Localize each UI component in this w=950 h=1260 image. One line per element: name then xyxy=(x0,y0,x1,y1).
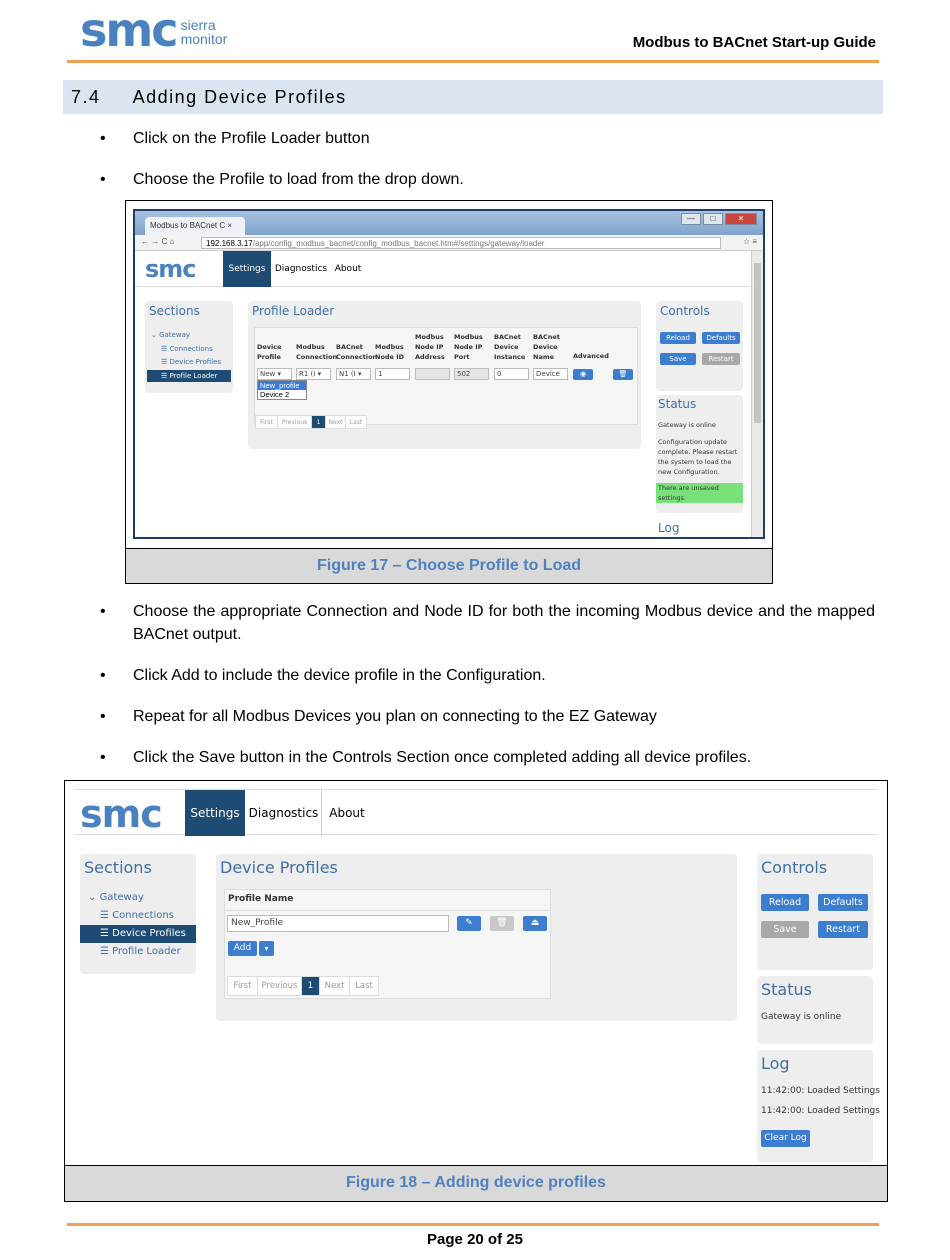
tab-settings[interactable]: Settings xyxy=(185,790,245,836)
defaults-button[interactable]: Defaults xyxy=(702,332,740,344)
figure-17 xyxy=(125,200,773,584)
sidebar-item-device-profiles[interactable]: ☰ Device Profiles xyxy=(161,358,222,366)
profile-dropdown-list xyxy=(257,380,307,400)
sidebar-item-connections[interactable]: ☰ Connections xyxy=(100,910,174,921)
pager-last[interactable]: Last xyxy=(349,419,363,426)
sidebar-item-profile-loader[interactable]: ☰ Profile Loader xyxy=(100,946,181,957)
page-number: Page 20 of 25 xyxy=(427,1231,523,1248)
device-profiles-panel xyxy=(216,854,737,1021)
section-number: 7.4 xyxy=(71,87,101,107)
log-title: Log xyxy=(761,1054,790,1073)
reload-button[interactable]: Reload xyxy=(761,894,809,911)
status-online: Gateway is online xyxy=(761,1012,842,1022)
tab-diagnostics[interactable]: Diagnostics xyxy=(246,790,322,836)
pagination xyxy=(227,976,379,996)
sidebar-item-gateway[interactable]: ⌄ Gateway xyxy=(88,892,144,903)
bullet-item: • Choose the Profile to load from the drop down. xyxy=(100,168,875,191)
bullet-dot: • xyxy=(100,130,106,147)
pager-last[interactable]: Last xyxy=(355,981,373,991)
sections-title: Sections xyxy=(84,858,152,877)
column-header: BACnet Device Instance xyxy=(494,333,526,361)
pager-next[interactable]: Next xyxy=(326,416,346,428)
address-bar[interactable]: 192.168.3.17/app/config_modbus_bacnet/config_modbus_bacnet.htm#/settings/gateway/loader xyxy=(201,237,721,249)
log-title: Log xyxy=(658,521,680,535)
logo-subtitle: sierra monitor xyxy=(180,17,228,47)
sidebar-item-device-profiles[interactable]: ☰ Device Profiles xyxy=(80,925,196,943)
dropdown-option[interactable]: New_profile xyxy=(258,381,306,390)
smc-logo xyxy=(80,3,228,57)
bullet-item: • Click the Save button in the Controls Section once completed adding all device profiles. xyxy=(100,746,875,769)
sidebar-item-profile-loader[interactable]: ☰ Profile Loader xyxy=(147,370,231,382)
window-controls xyxy=(681,213,757,225)
gateway-app xyxy=(74,789,878,1165)
app-navbar xyxy=(74,789,878,835)
section-title: Adding Device Profiles xyxy=(132,87,347,107)
profile-loader-panel xyxy=(248,301,641,449)
pager-previous[interactable]: Previous xyxy=(278,416,312,428)
tab-about[interactable]: About xyxy=(329,806,365,820)
bacnet-connection-select[interactable]: N1 (I ▾ xyxy=(336,368,371,380)
unsaved-warning: There are unsaved settings. xyxy=(656,483,743,503)
pager-current[interactable]: 1 xyxy=(312,416,326,428)
browser-tab[interactable]: Modbus to BACnet C × xyxy=(145,217,245,235)
add-dropdown-button[interactable]: ▾ xyxy=(259,941,274,956)
bullet-dot: • xyxy=(100,603,106,620)
clear-log-button[interactable]: Clear Log xyxy=(761,1130,810,1147)
figure-caption: Figure 17 – Choose Profile to Load xyxy=(126,548,772,583)
controls-panel xyxy=(757,854,873,970)
pagination xyxy=(255,415,367,429)
gateway-app xyxy=(135,251,753,539)
device-profile-select[interactable]: New ▾ xyxy=(257,368,292,380)
bullet-item: • Repeat for all Modbus Devices you plan on connecting to the EZ Gateway xyxy=(100,705,875,728)
column-header: BACnet Device Name xyxy=(533,333,560,361)
controls-panel xyxy=(656,301,743,391)
save-button[interactable]: Save xyxy=(761,921,809,938)
device-profiles-title: Device Profiles xyxy=(220,858,338,877)
reload-button[interactable]: Reload xyxy=(660,332,696,344)
restart-button[interactable]: Restart xyxy=(818,921,868,938)
column-header: Modbus Connection xyxy=(296,343,338,361)
maximize-icon[interactable]: □ xyxy=(703,213,723,225)
log-entry: 11:42:00: Loaded Settings xyxy=(761,1086,880,1096)
bullet-item: • Click on the Profile Loader button xyxy=(100,127,875,150)
bullet-dot: • xyxy=(100,749,106,766)
tab-settings[interactable]: Settings xyxy=(223,251,271,287)
close-icon[interactable]: ✕ xyxy=(725,213,757,225)
footer-rule xyxy=(67,1223,879,1226)
logo-mark: smc xyxy=(80,3,177,57)
log-entry: 11:42:00: Loaded Settings xyxy=(761,1106,880,1116)
menu-icon[interactable]: ☆ ≡ xyxy=(742,237,757,246)
node-ip-input[interactable] xyxy=(415,368,450,380)
status-title: Status xyxy=(658,397,697,411)
column-header: BACnet Connection xyxy=(336,343,378,361)
sections-panel xyxy=(80,854,196,974)
column-header: Modbus Node IP Address xyxy=(415,333,445,361)
nav-arrows-icon[interactable]: ← → C ⌂ xyxy=(141,237,175,246)
column-header: Modbus Node ID xyxy=(375,343,405,361)
delete-button[interactable]: 🗑 xyxy=(613,369,633,380)
app-logo: smc xyxy=(80,792,162,836)
figure-caption: Figure 18 – Adding device profiles xyxy=(65,1165,887,1201)
sections-panel xyxy=(145,301,233,393)
defaults-button[interactable]: Defaults xyxy=(818,894,868,911)
modbus-connection-select[interactable]: R1 (I ▾ xyxy=(296,368,331,380)
document-title: Modbus to BACnet Start-up Guide xyxy=(632,34,876,51)
browser-window xyxy=(133,209,765,539)
pager-first[interactable]: First xyxy=(228,977,258,995)
profile-name-input[interactable]: New_Profile xyxy=(227,915,449,932)
browser-toolbar xyxy=(135,235,763,251)
edit-button[interactable]: ✎ xyxy=(457,916,481,931)
status-panel xyxy=(656,395,743,513)
sections-title: Sections xyxy=(149,304,200,318)
dropdown-option[interactable]: Device 2 xyxy=(260,390,290,399)
loader-table xyxy=(254,327,638,425)
pager-current[interactable]: 1 xyxy=(302,977,320,995)
column-header: Device Profile xyxy=(257,343,282,361)
save-button[interactable]: Save xyxy=(660,353,696,365)
controls-title: Controls xyxy=(660,304,710,318)
sidebar-item-gateway[interactable]: ⌄ Gateway xyxy=(151,331,191,339)
column-header: Advanced xyxy=(573,352,609,360)
status-title: Status xyxy=(761,980,812,999)
restart-button[interactable]: Restart xyxy=(702,353,740,365)
pager-first[interactable]: First xyxy=(256,416,278,428)
minimize-icon[interactable]: — xyxy=(681,213,701,225)
tab-diagnostics[interactable]: Diagnostics xyxy=(274,264,328,274)
node-id-input[interactable]: 1 xyxy=(375,368,410,380)
bullet-dot: • xyxy=(100,171,106,188)
save-profile-button[interactable]: ⏏ xyxy=(523,916,547,931)
controls-title: Controls xyxy=(761,858,828,877)
device-name-input[interactable]: Device xyxy=(533,368,568,380)
log-panel xyxy=(757,1050,880,1162)
bullet-item: • Choose the appropriate Connection and Node ID for both the incoming Modbus device and the mapped BACnet output. xyxy=(100,600,875,646)
column-header: Modbus Node IP Port xyxy=(454,333,483,361)
bullet-item: • Click Add to include the device profile in the Configuration. xyxy=(100,664,875,687)
app-logo: smc xyxy=(145,255,196,283)
bullet-dot: • xyxy=(100,667,106,684)
pager-previous[interactable]: Previous xyxy=(258,977,302,995)
bullet-dot: • xyxy=(100,708,106,725)
status-message: Configuration update complete. Please restart the system to load the new Configuration. xyxy=(658,438,738,476)
figure-18 xyxy=(64,780,888,1202)
app-navbar xyxy=(135,251,753,287)
column-header: Profile Name xyxy=(228,894,294,904)
status-panel xyxy=(757,976,873,1044)
node-port-input[interactable]: 502 xyxy=(454,368,489,380)
section-heading xyxy=(63,80,883,114)
status-online: Gateway is online xyxy=(658,421,716,429)
sidebar-item-connections[interactable]: ☰ Connections xyxy=(161,345,213,353)
add-button[interactable]: Add xyxy=(228,941,257,956)
advanced-view-button[interactable]: ◉ xyxy=(573,369,593,380)
tab-about[interactable]: About xyxy=(334,264,362,274)
header-rule xyxy=(67,60,879,63)
profile-loader-title: Profile Loader xyxy=(252,304,335,318)
pager-next[interactable]: Next xyxy=(320,977,350,995)
device-instance-input[interactable]: 0 xyxy=(494,368,529,380)
delete-button[interactable]: 🗑 xyxy=(490,916,514,931)
browser-titlebar xyxy=(135,211,763,235)
